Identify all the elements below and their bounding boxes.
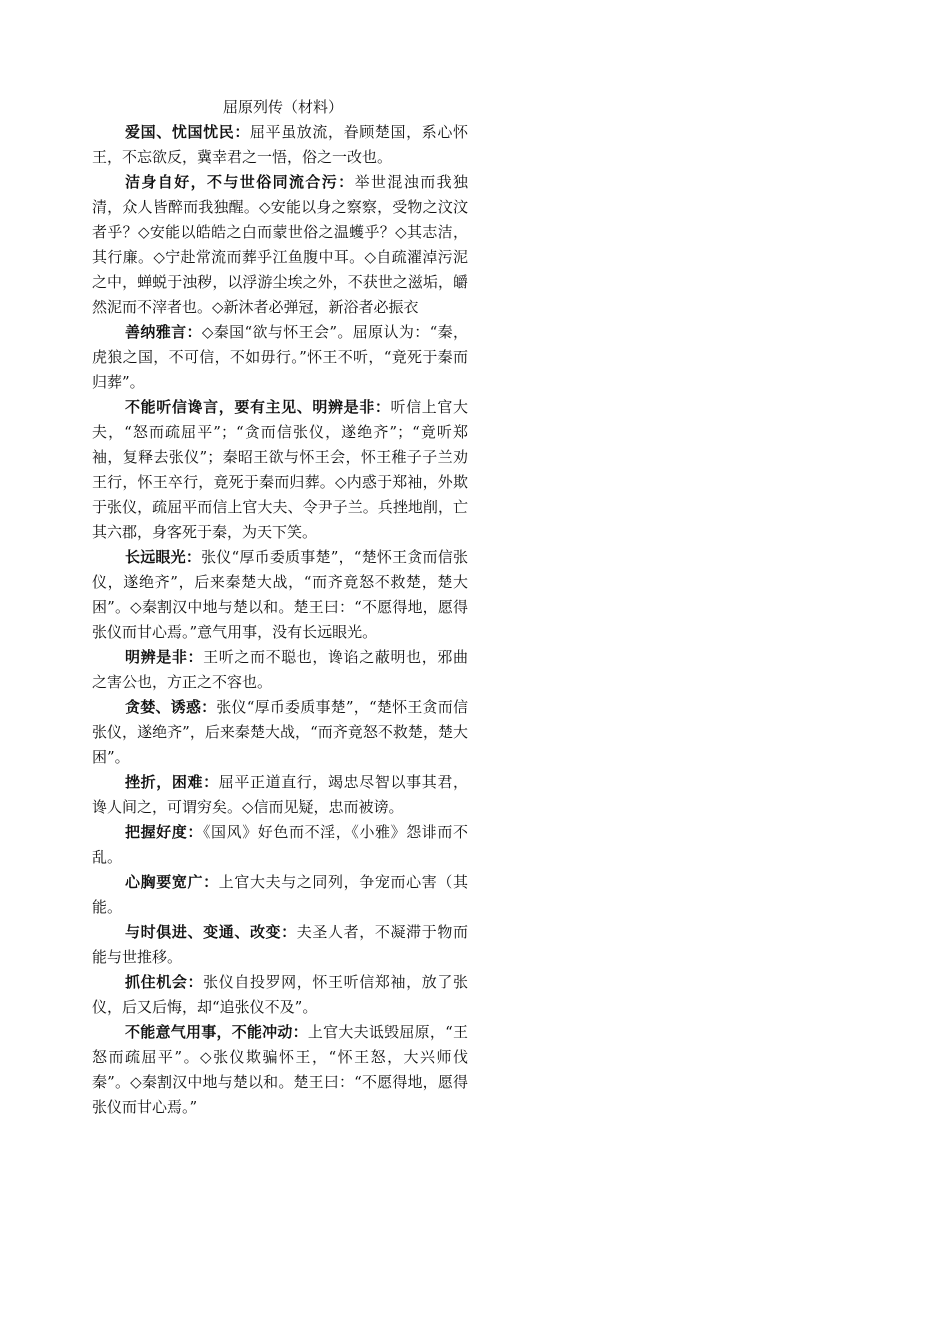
paragraph-heading: 爱国、忧国忧民： [125, 123, 250, 141]
paragraph-good-advice [92, 320, 468, 395]
paragraph-broad-mind [92, 870, 468, 920]
paragraph-patriotism [92, 120, 468, 170]
paragraph-body: 屈平正道直行，竭忠尽智以事其君，谗人间之，可谓穷矣。◇信而见疑，忠而被谤。 [92, 773, 468, 816]
paragraph-body: 张仪“厚币委质事楚”，“楚怀王贪而信张仪，遂绝齐”，后来秦楚大战，“而齐竟怒不救楚，楚大困”。 [92, 698, 468, 766]
paragraph-heading: 贪婪、诱惑： [125, 698, 217, 716]
paragraph-body: 张仪“厚币委质事楚”，“楚怀王贪而信张仪，遂绝齐”，后来秦楚大战，“而齐竟怒不救楚，楚大困”。◇秦割汉中地与楚以和。楚王曰：“不愿得地，愿得张仪而甘心焉。”意气用事，没有长远眼光。 [92, 548, 468, 641]
paragraph-body: 王听之而不聪也，谗谄之蔽明也，邪曲之害公也，方正之不容也。 [92, 648, 468, 691]
document-page [92, 94, 468, 1120]
paragraph-setbacks [92, 770, 468, 820]
paragraph-body: 张仪自投罗网，怀王听信郑袖，放了张仪，后又后悔，却“追张仪不及”。 [92, 973, 468, 1016]
paragraph-heading: 明辨是非： [125, 648, 204, 666]
paragraph-body: 《国风》好色而不淫，《小雅》怨诽而不乱。 [92, 823, 468, 866]
paragraph-heading: 善纳雅言： [125, 323, 202, 341]
paragraph-heading: 心胸要宽广： [125, 873, 219, 891]
paragraph-heading: 长远眼光： [125, 548, 202, 566]
paragraph-body: 夫圣人者，不凝滞于物而能与世推移。 [92, 923, 468, 966]
paragraph-moderation [92, 820, 468, 870]
paragraph-body: 屈平虽放流，眷顾楚国，系心怀王，不忘欲反，冀幸君之一悟，俗之一改也。 [92, 123, 468, 166]
paragraph-long-term-vision [92, 545, 468, 645]
paragraph-heading: 与时俱进、变通、改变： [125, 923, 297, 941]
paragraph-heading: 挫折，困难： [125, 773, 219, 791]
paragraph-heading: 抓住机会： [125, 973, 204, 991]
paragraph-body: ◇秦国“欲与怀王会”。屈原认为：“秦，虎狼之国，不可信，不如毋行。”怀王不听，“竟死于秦而归葬”。 [92, 323, 468, 391]
paragraph-discernment-slander [92, 395, 468, 545]
paragraph-impulsiveness [92, 1020, 468, 1120]
paragraph-body: 上官大夫与之同列，争宠而心害（其能。 [92, 873, 468, 916]
paragraph-right-wrong [92, 645, 468, 695]
paragraph-greed [92, 695, 468, 770]
paragraph-heading: 不能意气用事，不能冲动： [125, 1023, 308, 1041]
paragraph-heading: 不能听信谗言，要有主见、明辨是非： [125, 398, 391, 416]
paragraph-body: 听信上官大夫，“怒而疏屈平”；“贪而信张仪，遂绝齐”；“竟听郑袖，复释去张仪”；秦昭王欲与怀王会，怀王稚子子兰劝王行，怀王卒行，竟死于秦而归葬。◇内惑于郑袖，外欺于张仪，疏屈平而信上官大夫、令尹子兰。兵挫地削，亡其六郡，身客死于秦，为天下笑。 [92, 398, 468, 541]
paragraph-heading: 洁身自好，不与世俗同流合污： [125, 173, 355, 191]
paragraph-opportunity [92, 970, 468, 1020]
paragraph-body: 上官大夫诋毁屈原，“王怒而疏屈平”。◇张仪欺骗怀王，“怀王怒，大兴师伐秦”。◇秦割汉中地与楚以和。楚王曰：“不愿得地，愿得张仪而甘心焉。” [92, 1023, 468, 1116]
paragraph-adaptability [92, 920, 468, 970]
document-title: 屈原列传（材料） [222, 98, 343, 116]
paragraph-heading: 把握好度： [125, 823, 203, 841]
paragraph-body: 举世混浊而我独清，众人皆醉而我独醒。◇安能以身之察察，受物之汶汶者乎？◇安能以皓皓之白而蒙世俗之温蠖乎？◇其志洁，其行廉。◇宁赴常流而葬乎江鱼腹中耳。◇自疏濯淖污泥之中，蝉蜕于浊秽，以浮游尘埃之外，不获世之滋垢，皭然泥而不滓者也。◇新沐者必弹冠，新浴者必振衣 [92, 173, 468, 316]
paragraph-integrity [92, 170, 468, 320]
